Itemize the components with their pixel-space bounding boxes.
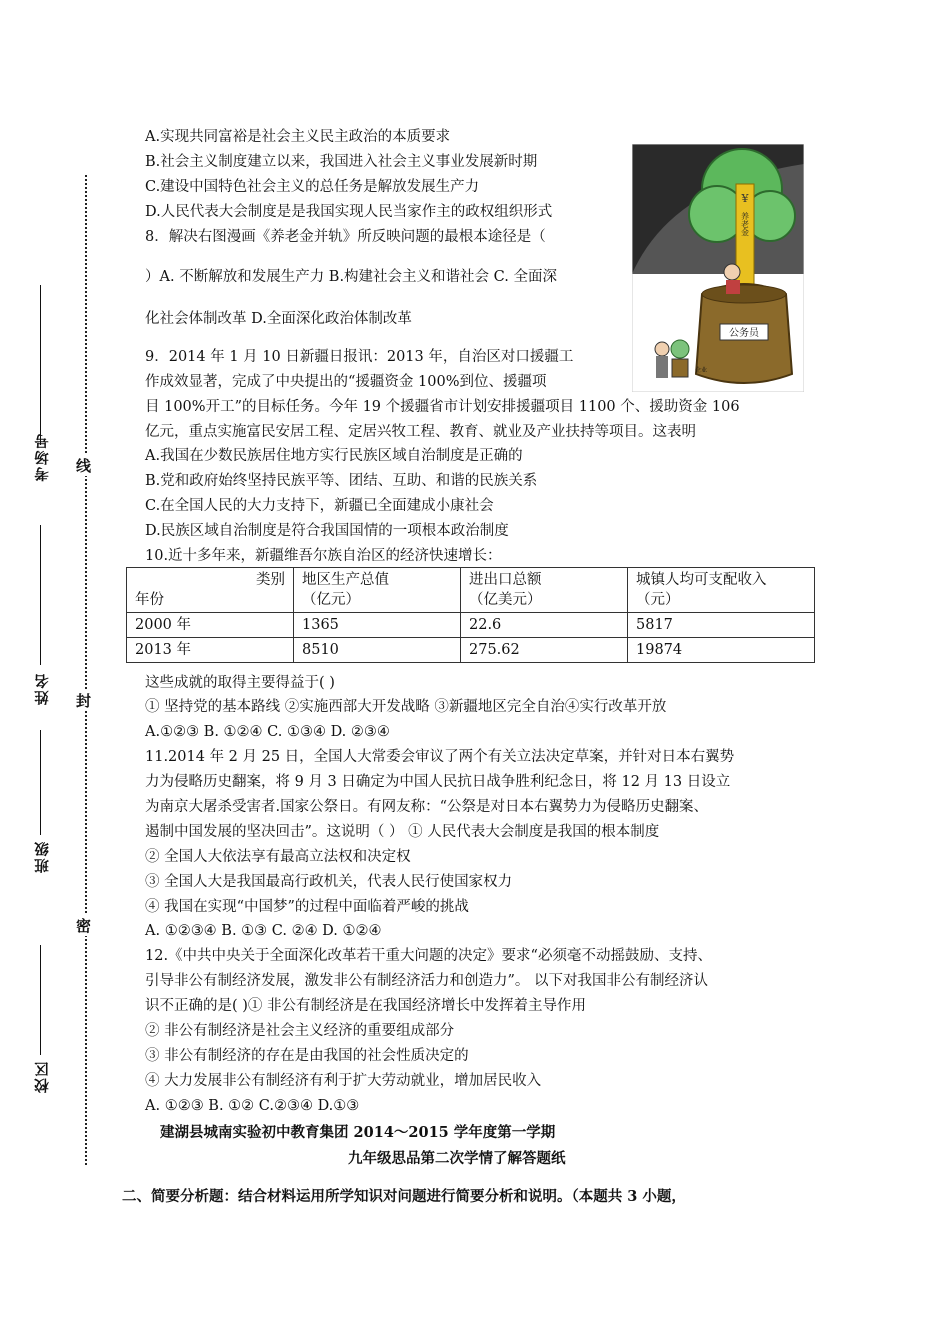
q10-options: A.①②③ B. ①②④ C. ①③④ D. ②③④ xyxy=(145,724,390,740)
q11-stem-1: 11.2014 年 2 月 25 日，全国人大常委会审议了两个有关立法决定草案，并针对日本右翼势 xyxy=(145,749,735,765)
margin-label-class: 班级 xyxy=(34,840,51,873)
q12-stem-2: 引导非公有制经济发展，激发非公有制经济活力和创造力”。 以下对我国非公有制经济认 xyxy=(145,973,709,989)
table-corner-cell xyxy=(127,568,294,613)
table-row: 2000 年 1365 22.6 5817 xyxy=(127,613,815,638)
q12-statement-4: ④ 大力发展非公有制经济有利于扩大劳动就业，增加居民收入 xyxy=(145,1073,542,1089)
q7-option-c: C.建设中国特色社会主义的总任务是解放发展生产力 xyxy=(145,179,480,195)
header-trade: 进出口总额 （亿美元） xyxy=(461,568,628,613)
xinjiang-economy-table xyxy=(126,567,815,663)
header-type: 类别 xyxy=(256,572,285,588)
q12-stem-1: 12.《中共中央关于全面深化改革若干重大问题的决定》要求“必须毫不动摇鼓励、支持、 xyxy=(145,948,712,964)
q9-option-a: A.我国在少数民族居住地方实行民族区域自治制度是正确的 xyxy=(145,448,523,464)
q9-option-c: C.在全国人民的大力支持下，新疆已全面建成小康社会 xyxy=(145,498,494,514)
q11-statement-4: ④ 我国在实现“中国梦”的过程中面临着严峻的挑战 xyxy=(145,899,469,915)
q9-stem-2: 作成效显著，完成了中央提出的“援疆资金 100%到位、援疆项 xyxy=(145,374,547,390)
header-gdp: 地区生产总值 （亿元） xyxy=(294,568,461,613)
table-header-row xyxy=(127,568,815,613)
svg-text:¥: ¥ xyxy=(741,192,749,205)
margin-underline-class xyxy=(40,730,41,835)
cartoon-pot-label: 公务员 xyxy=(729,328,759,339)
margin-underline-kaochang xyxy=(40,285,41,445)
margin-label-kaochang: 考场号 xyxy=(34,432,51,482)
q10-stem: 10.近十多年来，新疆维吾尔族自治区的经济快速增长： xyxy=(145,548,502,564)
q7-option-d: D.人民代表大会制度是是我国实现人民当家作主的政权组织形式 xyxy=(145,204,553,220)
q10-statements: ① 坚持党的基本路线 ②实施西部大开发战略 ③新疆地区完全自治④实行改革开放 xyxy=(145,699,667,715)
margin-label-campus: 校区 xyxy=(34,1060,51,1093)
q9-stem-4: 亿元，重点实施富民安居工程、定居兴牧工程、教育、就业及产业扶持等项目。这表明 xyxy=(145,424,696,440)
seal-dotted-line xyxy=(85,175,87,1165)
q11-stem-2: 力为侵略历史翻案，将 9 月 3 日确定为中国人民抗日战争胜利纪念日，将 12 月 13 日设立 xyxy=(145,774,731,790)
seal-char-mi: 密 xyxy=(76,917,92,935)
q12-statement-3: ③ 非公有制经济的存在是由我国的社会性质决定的 xyxy=(145,1048,469,1064)
margin-underline-campus xyxy=(40,945,41,1055)
answer-sheet-title: 九年级思品第二次学情了解答题纸 xyxy=(348,1150,566,1167)
margin-underline-name xyxy=(40,525,41,665)
header-income: 城镇人均可支配收入 （元） xyxy=(628,568,815,613)
seal-char-feng: 封 xyxy=(76,692,92,710)
q7-option-a: A.实现共同富裕是社会主义民主政治的本质要求 xyxy=(145,129,451,145)
q9-stem-3: 目 100%开工”的目标任务。今年 19 个援疆省市计划安排援疆项目 1100 个、援助资金 106 xyxy=(145,399,740,415)
margin-label-name: 姓名 xyxy=(34,672,51,705)
q11-statement-3: ③ 全国人大是我国最高行政机关，代表人民行使国家权力 xyxy=(145,874,513,890)
q12-stem-3: 识不正确的是( )① 非公有制经济是在我国经济增长中发挥着主导作用 xyxy=(145,998,587,1014)
cartoon-small-label: 企业 xyxy=(695,367,708,374)
q8-stem: 8．解决右图漫画《养老金并轨》所反映问题的最根本途径是（ xyxy=(145,229,546,245)
pension-cartoon-image xyxy=(632,144,804,392)
q8-options-cont: 化社会体制改革 D.全面深化政治体制改革 xyxy=(145,311,412,327)
answer-sheet-school-title: 建湖县城南实验初中教育集团 2014～2015 学年度第一学期 xyxy=(160,1124,556,1141)
seal-char-xian: 线 xyxy=(76,457,92,475)
q8-options: ）A. 不断解放和发展生产力 B.构建社会主义和谐社会 C. 全面深 xyxy=(145,269,557,285)
q11-options: A. ①②③④ B. ①③ C. ②④ D. ①②④ xyxy=(145,923,382,939)
section-2-heading: 二、简要分析题：结合材料运用所学知识对问题进行简要分析和说明。（本题共 3 小题， xyxy=(122,1188,686,1205)
q12-statement-2: ② 非公有制经济是社会主义经济的重要组成部分 xyxy=(145,1023,455,1039)
cartoon-tree-label: 养老金 xyxy=(740,212,750,236)
table-row: 2013 年 8510 275.62 19874 xyxy=(127,638,815,663)
q9-option-b: B.党和政府始终坚持民族平等、团结、互助、和谐的民族关系 xyxy=(145,473,538,489)
q10-question: 这些成就的取得主要得益于( ) xyxy=(145,675,335,691)
q7-option-b: B.社会主义制度建立以来，我国进入社会主义事业发展新时期 xyxy=(145,154,538,170)
q9-option-d: D.民族区域自治制度是符合我国国情的一项根本政治制度 xyxy=(145,523,509,539)
q11-stem-3: 为南京大屠杀受害者.国家公祭日。有网友称：“公祭是对日本右翼势力为侵略历史翻案、 xyxy=(145,799,709,815)
q11-statement-2: ② 全国人大依法享有最高立法权和决定权 xyxy=(145,849,411,865)
q12-options: A. ①②③ B. ①② C.②③④ D.①③ xyxy=(145,1098,360,1114)
header-year: 年份 xyxy=(135,592,164,608)
q11-stem-4: 遏制中国发展的坚决回击”。这说明（ ） ① 人民代表大会制度是我国的根本制度 xyxy=(145,824,660,840)
q9-stem-1: 9．2014 年 1 月 10 日新疆日报讯：2013 年，自治区对口援疆工 xyxy=(145,349,574,365)
